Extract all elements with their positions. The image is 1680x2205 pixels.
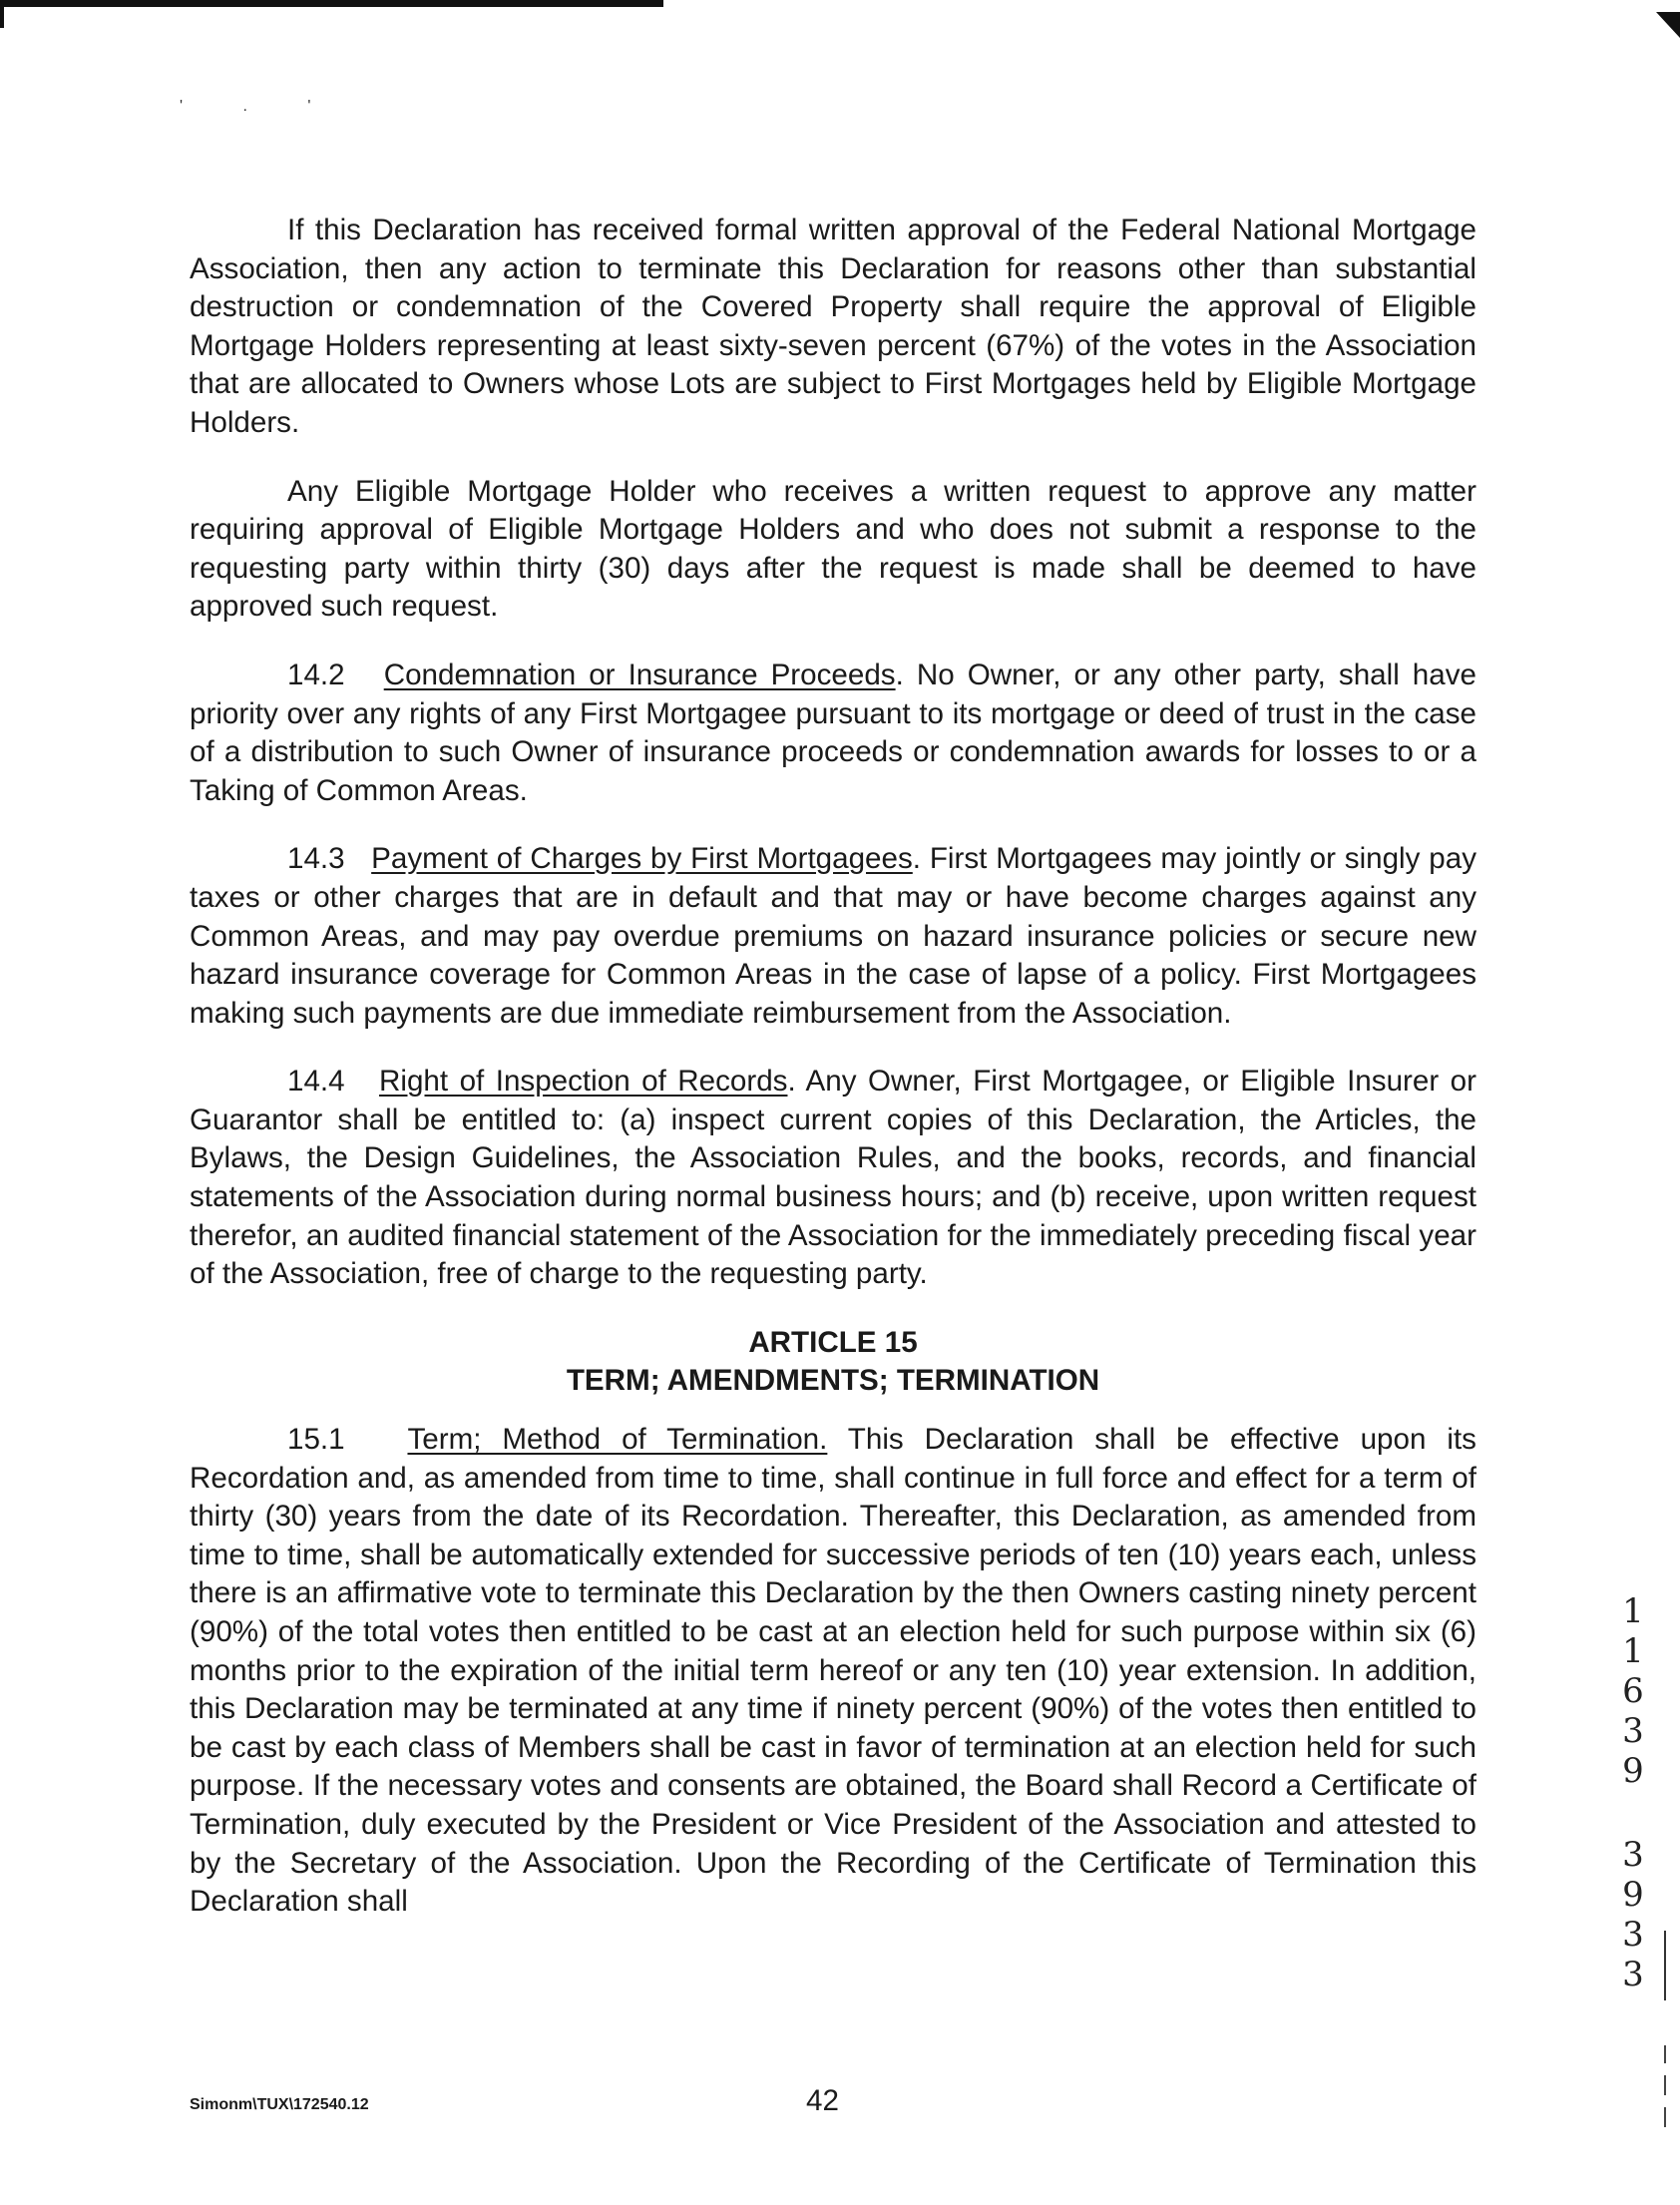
stamp-char: 1 [1622, 1591, 1644, 1631]
section-number: 14.2 [287, 658, 345, 691]
margin-dash [1664, 2075, 1666, 2095]
section-number: 14.4 [287, 1065, 345, 1099]
article-heading [190, 1324, 1476, 1401]
section-body: This Declaration shall be effective upon its Recordation and, as amended from time to time, shall continue in full force and effect for a term of thirty (30) years from the date of its Recordation. Thereafter, this Declaration, as amended from time to time, shall be automatically extended for successive periods of ten (10) years each, unless there is an affirmative vote to terminate this Declaration by the then Owners casting ninety percent (90%) of the total votes then entitled to be cast at an election held for such purpose within six (6) months prior to the expiration of the initial term hereof or any ten (10) year extension. In addition, this Declaration may be terminated at any time if ninety percent (90%) of the votes then entitled to be cast by each class of Members shall be cast in favor of termination at an election held for such purpose. If the necessary votes and consents are obtained, the Board shall Record a Certificate of Termination, duly executed by the President or Vice President of the Association and attested to by the Secretary of the Association. Upon the Recording of the Certificate of Termination this Declaration shall [190, 1423, 1476, 1919]
section-15-1 [190, 1421, 1476, 1922]
paragraph-deemed-approval: Any Eligible Mortgage Holder who receives a written request to approve any matter requiring approval of Eligible Mortgage Holders and who does not submit a response to the requesting party within thirty (30) days after the request is made shall be deemed to have approved such request. [190, 474, 1476, 624]
margin-recording-stamp [1611, 1591, 1655, 1994]
scan-edge-line [0, 0, 663, 7]
section-body: . Any Owner, First Mortgagee, or Eligible Insurer or Guarantor shall be entitled to: (a) inspect current copies of this Declaration, the Articles, the Bylaws, the Design Guidelines, the Association Rules, and the books, records, and financial statements of the Association during normal business hours; and (b) receive, upon written request therefor, an audited financial statement of the Association for the immediately preceding fiscal year of the Association, free of charge to the requesting party. [190, 1065, 1476, 1291]
margin-dash [1664, 2107, 1666, 2127]
stamp-char: 1 [1622, 1631, 1644, 1671]
scan-edge-mark [0, 0, 4, 28]
article-number: ARTICLE 15 [748, 1325, 918, 1359]
stamp-char: 9 [1622, 1875, 1644, 1915]
section-number: 15.1 [287, 1423, 345, 1457]
section-heading: Right of Inspection of Records [379, 1065, 788, 1099]
page-number: 42 [806, 2084, 839, 2117]
section-14-4 [190, 1063, 1476, 1294]
section-body: . No Owner, or any other party, shall have priority over any rights of any First Mortgagee pursuant to its mortgage or deed of trust in the case of a distribution to such Owner of insurance proceeds or condemnation awards for losses to or a Taking of Common Areas. [190, 658, 1476, 807]
stamp-char: 3 [1622, 1955, 1644, 1994]
section-14-2 [190, 657, 1476, 810]
stamp-char: 3 [1622, 1835, 1644, 1875]
stamp-char: 3 [1622, 1711, 1644, 1751]
section-heading: Condemnation or Insurance Proceeds [383, 658, 896, 691]
document-body [190, 212, 1476, 1952]
paragraph-fnma-approval: If this Declaration has received formal written approval of the Federal National Mortgage Association, then any action to terminate this Declaration for reasons other than substantial destruction or condemnation of the Covered Property shall require the approval of Eligible Mortgage Holders representing at least sixty-seven percent (67%) of the votes in the Association that are allocated to Owners whose Lots are subject to First Mortgages held by Eligible Mortgage Holders. [190, 214, 1476, 439]
margin-bar [1664, 1931, 1666, 2000]
scan-corner-mark [1656, 12, 1680, 38]
stamp-char: 3 [1622, 1915, 1644, 1955]
section-body: . First Mortgagees may jointly or singly pay taxes or other charges that are in default and that may or have become charges against any Common Areas, and may pay overdue premiums on hazard insurance policies or secure new hazard insurance coverage for Common Areas in the case of lapse of a policy. First Mortgagees making such payments are due immediate reimbursement from the Association. [190, 842, 1476, 1030]
section-number: 14.3 [287, 842, 345, 876]
article-title: TERM; AMENDMENTS; TERMINATION [566, 1364, 1100, 1398]
margin-dash [1664, 2045, 1666, 2063]
scan-specks: ' . ' [180, 98, 339, 115]
section-heading: Term; Method of Termination. [407, 1423, 828, 1457]
stamp-char: 6 [1622, 1671, 1644, 1711]
section-14-3 [190, 840, 1476, 1033]
section-heading: Payment of Charges by First Mortgagees [371, 842, 913, 876]
stamp-char: 9 [1622, 1751, 1644, 1791]
footer-document-id: Simonm\TUX\172540.12 [190, 2096, 369, 2113]
